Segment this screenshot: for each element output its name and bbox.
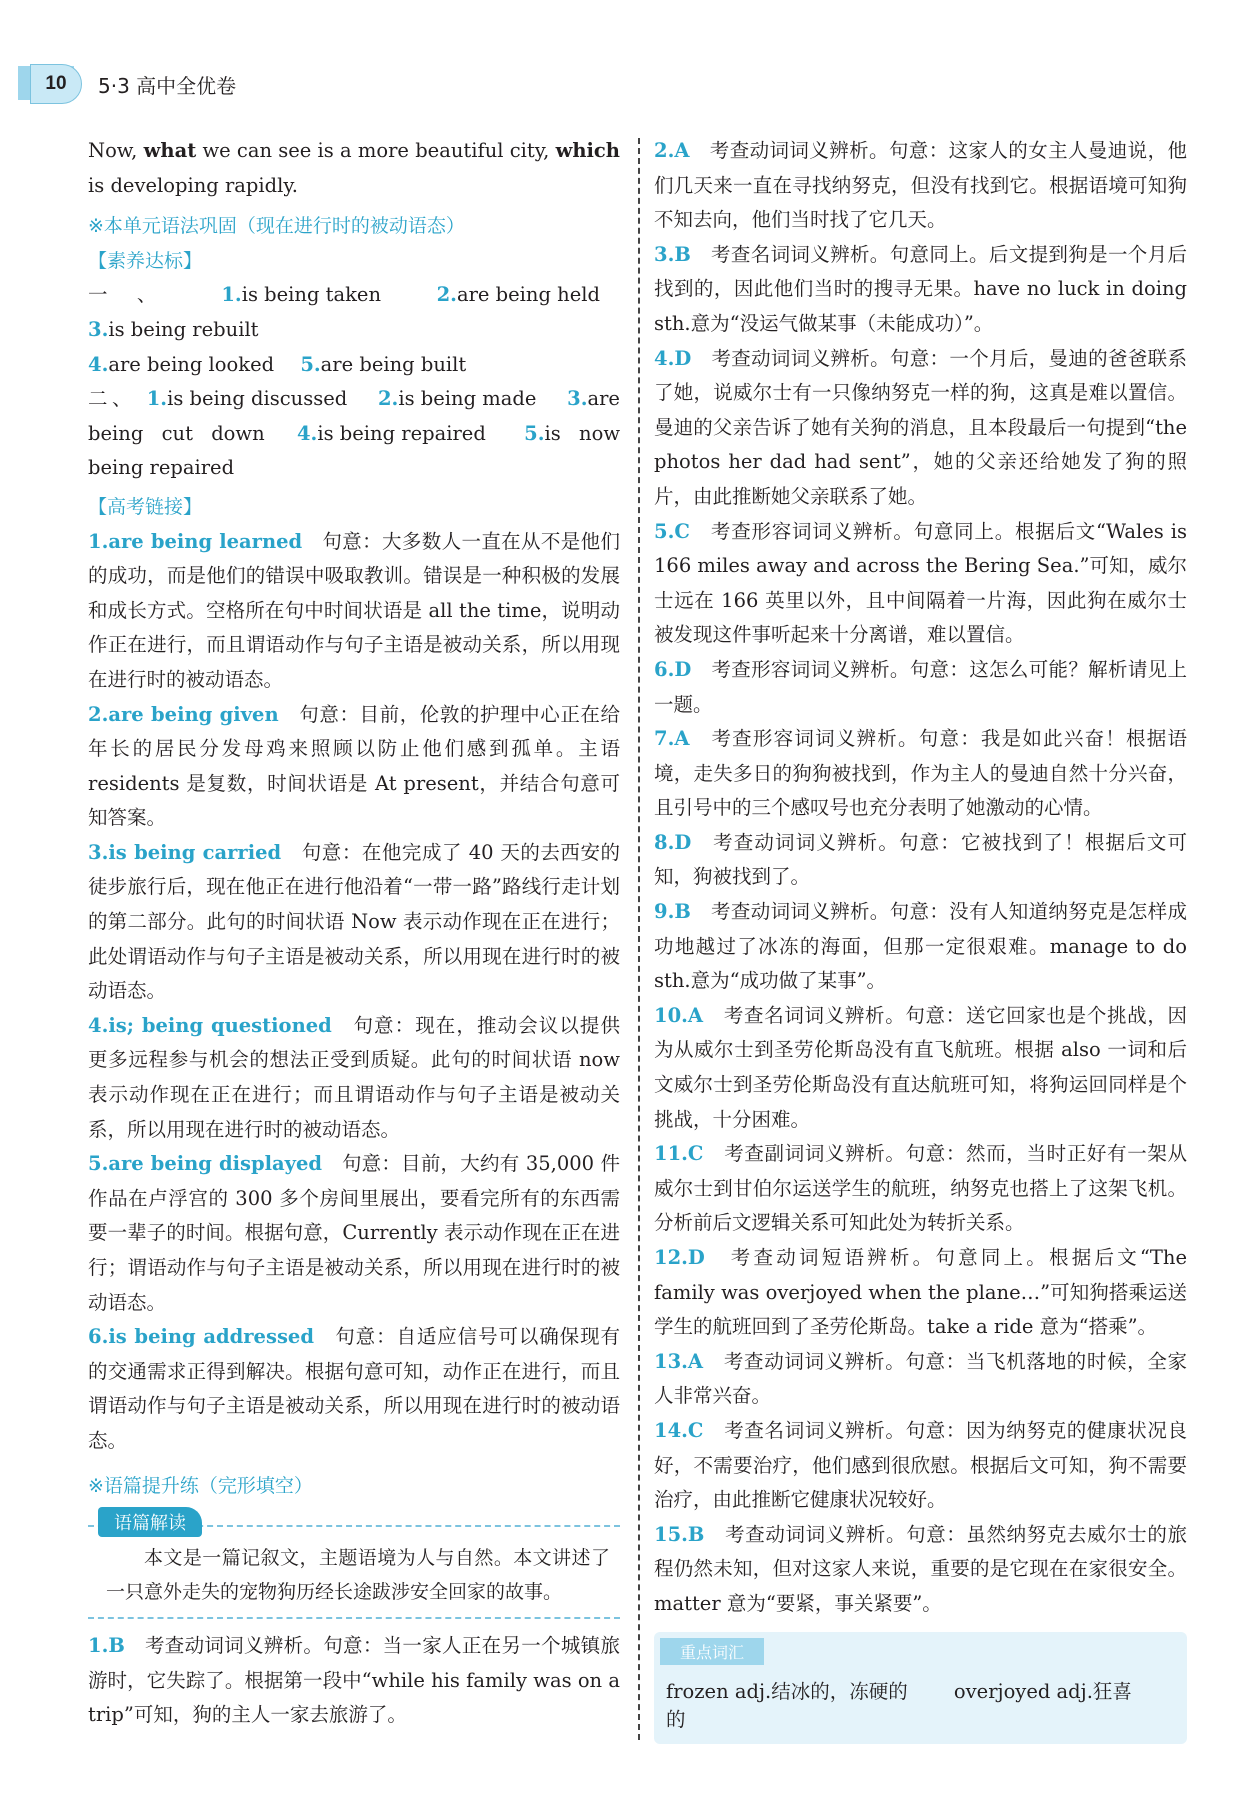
cloze-item-4 <box>654 342 1187 515</box>
cloze-explanation-4: 考查动词词义辨析。句意：一个月后，曼迪的爸爸联系了她，说威尔士有一只像纳努克一样的狗，这真是难以置信。曼迪的父亲告诉了她有关狗的消息，且本段最后一句提到“the photos her dad had sent”，她的父亲还给她发了狗的照片，由此推断她父亲联系了她。 <box>654 346 1187 508</box>
set1-num-2: 2. <box>436 283 457 307</box>
cloze-answer-10: 10.A <box>654 1003 704 1027</box>
exam-item-5 <box>88 1147 620 1320</box>
reading-analysis-text: 本文是一篇记叙文，主题语境为人与自然。本文讲述了一只意外走失的宠物狗历经长途跋涉安全回家的故事。 <box>106 1547 610 1604</box>
cloze-answer-7: 7.A <box>654 727 690 751</box>
cloze-item-7 <box>654 722 1187 826</box>
cloze-item-9 <box>654 895 1187 999</box>
cloze-item-10 <box>654 999 1187 1137</box>
exam-explanation-1: 句意：大多数人一直在从不是他们的成功，而是他们的错误中吸取教训。错误是一种积极的发展和成长方式。空格所在句中时间状语是 all the time，说明动作正在进行，而且谓语动作与句子主语是被动关系，所以用现在进行时的被动语态。 <box>88 529 620 691</box>
cloze-item-14 <box>654 1414 1187 1518</box>
exam-explanation-2: 句意：目前，伦敦的护理中心正在给年长的居民分发母鸡来照顾以防止他们感到孤单。主语 residents 是复数，时间状语是 At present，并结合句意可知答案。 <box>88 702 620 830</box>
cloze-explanation-2: 考查动词词义辨析。句意：这家人的女主人曼迪说，他们几天来一直在寻找纳努克，但没有找到它。根据语境可知狗不知去向，他们当时找了它几天。 <box>654 139 1187 232</box>
cloze-answer-5: 5.C <box>654 519 690 543</box>
set1-answer-2: are being held <box>456 283 600 307</box>
set2-num-2: 2. <box>377 387 399 411</box>
cloze-explanation-5: 考查形容词词义辨析。句意同上。根据后文“Wales is 166 miles away and across the Bering Sea.”可知，威尔士远在 166 英里以外，且中间隔着一片海，因此狗在威尔士被发现这件事听起来十分离谱，难以置信。 <box>654 519 1187 647</box>
set1-answer-5: are being built <box>320 352 467 376</box>
exam-answer-4: 4.is; being questioned <box>88 1013 332 1037</box>
key-vocabulary-tag: 重点词汇 <box>660 1638 764 1665</box>
cloze-explanation-7: 考查形容词词义辨析。句意：我是如此兴奋！根据语境，走失多日的狗狗被找到，作为主人的曼迪自然十分兴奋，且引号中的三个感叹号也充分表明了她激动的心情。 <box>654 727 1187 820</box>
cloze-explanation-11: 考查副词词义辨析。句意：然而，当时正好有一架从威尔士到甘伯尔运送学生的航班，纳努克也搭上了这架飞机。分析前后文逻辑关系可知此处为转折关系。 <box>654 1142 1187 1235</box>
set1-answer-4: are being looked <box>108 352 275 376</box>
set1-label: 一、 <box>88 283 186 307</box>
cloze-answer-1: 1.B <box>88 1634 125 1658</box>
vocab-item-overjoyed: overjoyed adj.狂喜的 <box>666 1679 1132 1731</box>
set2-num-4: 4. <box>296 421 318 445</box>
cloze-item-2 <box>654 134 1187 238</box>
cloze-explanation-12: 考查动词短语辨析。句意同上。根据后文“The family was overjoyed when the plane…”可知狗搭乘运送学生的航班回到了圣劳伦斯岛。take a ride 意为“搭乘”。 <box>654 1246 1187 1339</box>
cloze-explanation-6: 考查形容词词义辨析。句意：这怎么可能？解析请见上一题。 <box>654 657 1187 716</box>
grammar-section-title: ※本单元语法巩固（现在进行时的被动语态） <box>88 215 465 238</box>
exam-explanation-3: 句意：在他完成了 40 天的去西安的徒步旅行后，现在他正在进行他沿着“一带一路”路线行走计划的第二部分。此句的时间状语 Now 表示动作现在正在进行；此处谓语动作与句子主语是被动关系，所以用现在进行时的被动语态。 <box>88 840 620 1003</box>
cloze-explanation-15: 考查动词词义辨析。句意：虽然纳努克去威尔士的旅程仍然未知，但对这家人来说，重要的是它现在在家很安全。matter 意为“要紧，事关紧要”。 <box>654 1522 1187 1615</box>
page-number: 10 <box>30 64 82 104</box>
intro-sentence <box>88 134 620 203</box>
set2-answer-1: is being discussed <box>167 387 348 411</box>
set1-answer-3: is being rebuilt <box>108 317 259 341</box>
exam-item-2 <box>88 698 620 836</box>
cloze-item-1 <box>88 1629 620 1733</box>
reading-analysis-box <box>88 1513 620 1619</box>
cloze-answer-13: 13.A <box>654 1349 704 1373</box>
cloze-item-13 <box>654 1345 1187 1414</box>
cloze-section-title: ※语篇提升练（完形填空） <box>88 1474 313 1497</box>
cloze-answer-9: 9.B <box>654 900 691 924</box>
set2-answer-5: is now being repaired <box>88 421 621 480</box>
intro-pre: Now, <box>88 139 144 162</box>
cloze-answer-11: 11.C <box>654 1142 704 1166</box>
cloze-item-12 <box>654 1241 1187 1345</box>
set1-answers <box>88 278 620 382</box>
cloze-explanation-10: 考查名词词义辨析。句意：送它回家也是个挑战，因为从威尔士到圣劳伦斯岛没有直飞航班。根据 also 一词和后文威尔士到圣劳伦斯岛没有直达航班可知，将狗运回同样是个挑战，十分困难。 <box>654 1003 1187 1131</box>
set1-num-3: 3. <box>88 317 109 341</box>
cloze-item-6 <box>654 653 1187 722</box>
intro-keyword-what: what <box>143 139 197 162</box>
right-column <box>654 134 1187 1744</box>
set1-answer-1: is being taken <box>241 283 382 307</box>
cloze-answer-4: 4.D <box>654 346 692 370</box>
cloze-item-11 <box>654 1137 1187 1241</box>
key-vocabulary-box <box>654 1632 1187 1744</box>
set2-label: 二、 <box>88 387 137 411</box>
book-title: 5·3 高中全优卷 <box>98 74 237 98</box>
cloze-item-15 <box>654 1518 1187 1622</box>
set2-answer-2: is being made <box>398 387 537 411</box>
key-vocabulary-row <box>666 1676 1175 1732</box>
cloze-item-8 <box>654 826 1187 895</box>
intro-mid: we can see is a more beautiful city, <box>196 139 556 162</box>
cloze-item-5 <box>654 515 1187 653</box>
column-divider <box>638 138 640 1740</box>
exam-answer-5: 5.are being displayed <box>88 1152 323 1176</box>
vocab-item-frozen: frozen adj.结冰的，冻硬的 <box>666 1679 908 1703</box>
exam-item-4 <box>88 1009 620 1147</box>
exam-answer-2: 2.are being given <box>88 702 279 726</box>
exam-heading: 【高考链接】 <box>88 495 203 518</box>
cloze-explanation-3: 考查名词词义辨析。句意同上。后文提到狗是一个月后找到的，因此他们当时的搜寻无果。have no luck in doing sth.意为“没运气做某事（未能成功）”。 <box>654 242 1187 335</box>
reading-analysis-tag: 语篇解读 <box>98 1507 202 1537</box>
set2-answers <box>88 382 620 486</box>
set2-num-3: 3. <box>567 387 588 411</box>
set1-num-4: 4. <box>88 352 109 376</box>
set2-num-1: 1. <box>146 387 168 411</box>
exam-item-1 <box>88 525 620 698</box>
cloze-answer-2: 2.A <box>654 139 690 162</box>
cloze-item-3 <box>654 238 1187 342</box>
exam-item-6 <box>88 1320 620 1458</box>
exam-explanation-4: 句意：现在，推动会议以提供更多远程参与机会的想法正受到质疑。此句的时间状语 now 表示动作现在正在进行；而且谓语动作与句子主语是被动关系，所以用现在进行时的被动语态。 <box>88 1013 620 1141</box>
cloze-explanation-14: 考查名词词义辨析。句意：因为纳努克的健康状况良好，不需要治疗，他们感到很欣慰。根据后文可知，狗不需要治疗，由此推断它健康状况较好。 <box>654 1418 1187 1512</box>
cloze-answer-6: 6.D <box>654 657 692 681</box>
cloze-explanation-9: 考查动词词义辨析。句意：没有人知道纳努克是怎样成功地越过了冰冻的海面，但那一定很艰难。manage to do sth.意为“成功做了某事”。 <box>654 900 1187 993</box>
set1-num-1: 1. <box>221 283 242 307</box>
set1-num-5: 5. <box>300 352 321 376</box>
set2-num-5: 5. <box>524 421 545 445</box>
intro-keyword-which: which <box>555 139 620 162</box>
exam-explanation-6: 句意：自适应信号可以确保现有的交通需求正得到解决。根据句意可知，动作正在进行，而且谓语动作与句子主语是被动关系，所以用现在进行时的被动语态。 <box>88 1325 620 1452</box>
cloze-explanation-13: 考查动词词义辨析。句意：当飞机落地的时候，全家人非常兴奋。 <box>654 1349 1187 1408</box>
literacy-heading: 【素养达标】 <box>88 249 203 272</box>
exam-answer-3: 3.is being carried <box>88 840 282 864</box>
exam-item-3 <box>88 836 620 1009</box>
cloze-explanation-8: 考查动词词义辨析。句意：它被找到了！根据后文可知，狗被找到了。 <box>654 830 1187 889</box>
set2-answer-4: is being repaired <box>317 421 486 445</box>
intro-post: is developing rapidly. <box>88 173 298 197</box>
cloze-explanation-1: 考查动词词义辨析。句意：当一家人正在另一个城镇旅游时，它失踪了。根据第一段中“while his family was on a trip”可知，狗的主人一家去旅游了。 <box>88 1634 620 1727</box>
exam-explanation-5: 句意：目前，大约有 35,000 件作品在卢浮宫的 300 多个房间里展出，要看完所有的东西需要一辈子的时间。根据句意，Currently 表示动作现在正在进行；谓语动作与句子主语是被动关系，所以用现在进行时的被动语态。 <box>88 1152 620 1314</box>
cloze-answer-15: 15.B <box>654 1522 705 1546</box>
exam-answer-6: 6.is being addressed <box>88 1325 314 1349</box>
left-column <box>88 134 620 1733</box>
cloze-answer-12: 12.D <box>654 1246 705 1269</box>
exam-answer-1: 1.are being learned <box>88 529 303 553</box>
cloze-answer-3: 3.B <box>654 242 691 266</box>
set2-answer-3: are being cut down <box>88 387 620 445</box>
cloze-answer-14: 14.C <box>654 1418 704 1442</box>
cloze-answer-8: 8.D <box>654 830 692 854</box>
